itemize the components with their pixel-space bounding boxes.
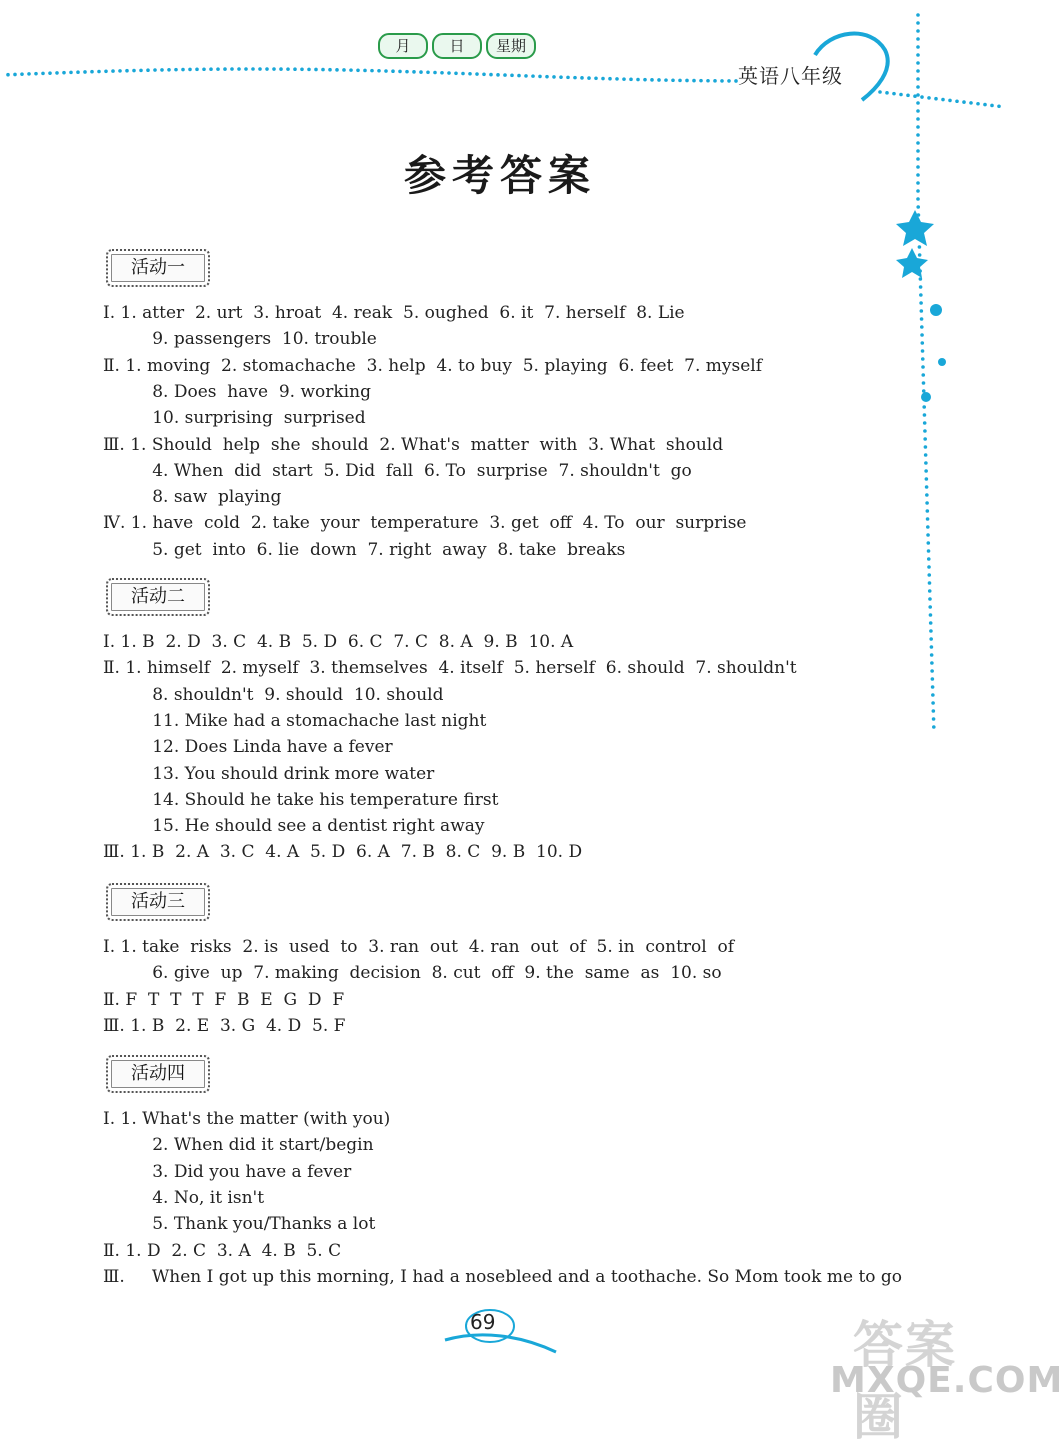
answer-line: 10. surprising surprised xyxy=(136,408,366,429)
section-label: 活动二 xyxy=(106,578,210,616)
answer-line: 8. shouldn't 9. should 10. should xyxy=(136,684,444,705)
answer-line: Ⅲ. 1. B 2. A 3. C 4. A 5. D 6. A 7. B 8. C 9. B 10. D xyxy=(103,842,583,863)
section-label: 活动一 xyxy=(106,249,210,287)
answer-line: 11. Mike had a stomachache last night xyxy=(136,710,487,731)
answer-line: 3. Did you have a fever xyxy=(136,1161,352,1182)
flower-icon xyxy=(938,358,946,366)
date-chips xyxy=(378,33,536,59)
day-chip: 日 xyxy=(432,33,482,59)
page-title: 参考答案 xyxy=(403,151,596,200)
section-label: 活动四 xyxy=(106,1055,210,1093)
answer-line: Ⅲ. When I got up this morning, I had a nosebleed and a toothache. So Mom took me to go xyxy=(103,1266,903,1287)
answer-line: 5. get into 6. lie down 7. right away 8. take breaks xyxy=(136,539,626,560)
answer-line: 14. Should he take his temperature first xyxy=(136,789,499,810)
answer-line: Ⅰ. 1. atter 2. urt 3. hroat 4. reak 5. oughed 6. it 7. herself 8. Lie xyxy=(103,303,685,323)
star-icon xyxy=(896,248,928,278)
section-label: 活动三 xyxy=(106,883,210,921)
answer-line: Ⅱ. 1. moving 2. stomachache 3. help 4. to buy 5. playing 6. feet 7. myself xyxy=(103,355,763,376)
answer-line: 5. Thank you/Thanks a lot xyxy=(136,1214,376,1235)
answer-line: 15. He should see a dentist right away xyxy=(136,816,485,837)
answer-line: Ⅰ. 1. What's the matter (with you) xyxy=(103,1109,391,1129)
page-header xyxy=(0,0,1000,130)
answer-line: 8. Does have 9. working xyxy=(136,381,371,402)
answer-line: 2. When did it start/begin xyxy=(136,1135,374,1156)
watermark-site: MXQE.COM xyxy=(830,1360,1063,1401)
answer-line: 4. When did start 5. Did fall 6. To surprise 7. shouldn't go xyxy=(136,460,692,481)
answer-line: 12. Does Linda have a fever xyxy=(136,737,393,758)
page-number: 69 xyxy=(470,1310,496,1334)
weekday-chip: 星期 xyxy=(486,33,536,59)
answer-line: 4. No, it isn't xyxy=(136,1187,265,1208)
answer-line: 8. saw playing xyxy=(136,487,282,508)
flower-icon xyxy=(930,304,942,316)
answer-line: Ⅲ. 1. B 2. E 3. G 4. D 5. F xyxy=(103,1015,346,1036)
flower-icon xyxy=(921,392,931,402)
answer-line: 9. passengers 10. trouble xyxy=(136,329,377,350)
answer-line: Ⅲ. 1. Should help she should 2. What's matter with 3. What should xyxy=(103,434,724,455)
answer-line: Ⅱ. F T T T F B E G D F xyxy=(103,989,345,1010)
watermark-logo: 答案圈 xyxy=(853,1316,957,1446)
answer-line: 6. give up 7. making decision 8. cut off 9. the same as 10. so xyxy=(136,963,722,984)
answer-line: Ⅱ. 1. himself 2. myself 3. themselves 4. itself 5. herself 6. should 7. shouldn't xyxy=(103,658,797,679)
subject-label: 英语八年级 xyxy=(738,64,843,88)
page-number-swoosh xyxy=(445,1335,556,1352)
answer-line: 13. You should drink more water xyxy=(136,763,435,784)
answer-line: Ⅱ. 1. D 2. C 3. A 4. B 5. C xyxy=(103,1240,342,1261)
answer-line: Ⅰ. 1. B 2. D 3. C 4. B 5. D 6. C 7. C 8. A 9. B 10. A xyxy=(103,632,574,652)
star-icon xyxy=(896,210,934,246)
month-chip: 月 xyxy=(378,33,428,59)
answer-line: Ⅰ. 1. take risks 2. is used to 3. ran out 4. ran out of 5. in control of xyxy=(103,937,735,957)
answer-line: Ⅳ. 1. have cold 2. take your temperature 3. get off 4. To our surprise xyxy=(103,513,747,534)
